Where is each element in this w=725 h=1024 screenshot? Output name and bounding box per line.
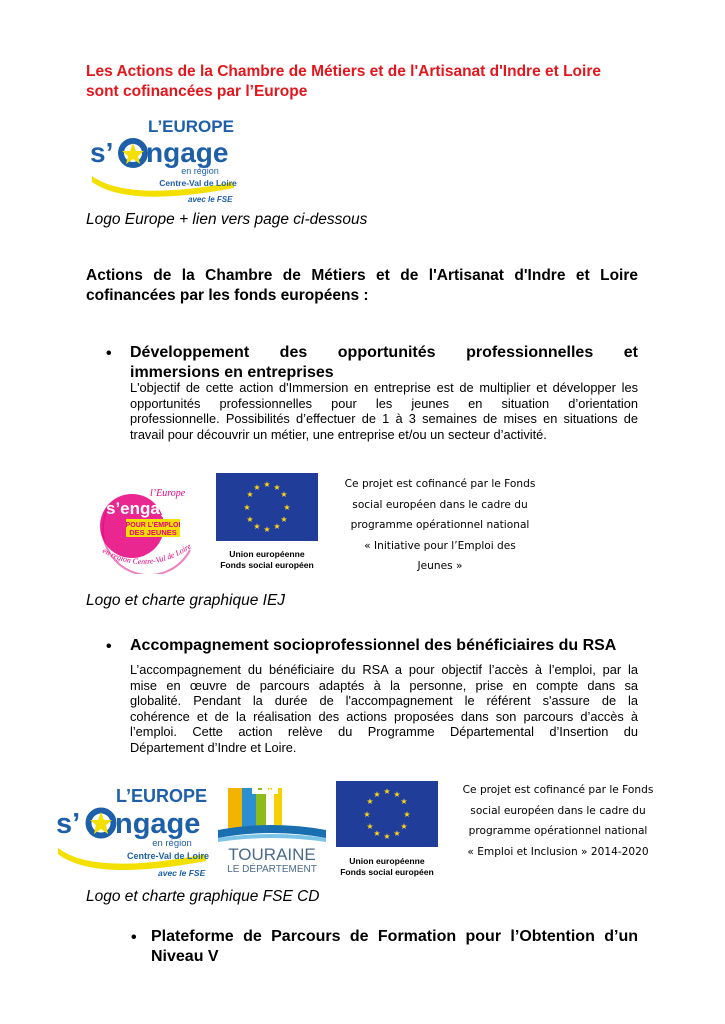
body-line: Département d’Indre et Loire. xyxy=(130,739,297,755)
cof-line: « Emploi et Inclusion » 2014-2020 xyxy=(467,845,649,858)
iej-line-5: en région Centre-Val de Loire xyxy=(101,541,193,567)
svg-text:★: ★ xyxy=(383,787,391,796)
cof-line: social européen dans le cadre du xyxy=(352,498,528,511)
caption-fse-cd: Logo et charte graphique FSE CD xyxy=(86,888,320,905)
bullet-dot: • xyxy=(106,345,112,362)
svg-text:★: ★ xyxy=(280,515,288,524)
iej-line-2: s’engage xyxy=(106,499,180,518)
svg-text:★: ★ xyxy=(400,822,408,831)
europe-sengage-logo[interactable] xyxy=(88,116,240,206)
caption-logo-europe: Logo Europe + lien vers page ci-dessous xyxy=(86,211,368,228)
title-line-2: sont cofinancées par l’Europe xyxy=(86,83,308,100)
eu-label-1: Union européenne xyxy=(229,549,305,559)
bullet-1-body xyxy=(130,380,638,442)
logo-line-europe: L’EUROPE xyxy=(148,117,234,136)
section-heading-line-2: cofinancées par les fonds européens : xyxy=(86,287,369,304)
svg-text:★: ★ xyxy=(393,829,401,838)
cof-line: social européen dans le cadre du xyxy=(470,804,646,817)
svg-text:★: ★ xyxy=(373,829,381,838)
svg-text:★: ★ xyxy=(273,522,281,531)
iej-line-3: POUR L’EMPLOI xyxy=(125,522,181,529)
logo-line-s: s’ xyxy=(90,137,114,168)
eu-flag-2 xyxy=(336,781,438,878)
bullet-dot: • xyxy=(106,638,112,655)
logo2-line-region: en région xyxy=(152,838,192,849)
body-line: opportunités professionnelles pour les jeunes en situation d’orientation xyxy=(130,395,638,411)
logo-line-fse: avec le FSE xyxy=(188,195,233,204)
logo2-line-centre: Centre-Val de Loire xyxy=(126,851,210,861)
svg-text:★: ★ xyxy=(383,832,391,841)
eu-flag-icon xyxy=(336,781,438,847)
eu-label-2: Fonds social européen xyxy=(220,560,314,570)
bullet-dot: • xyxy=(131,929,137,946)
svg-text:★: ★ xyxy=(253,522,261,531)
svg-text:★: ★ xyxy=(246,515,254,524)
logo-line-centre: Centre-Val de Loire xyxy=(159,178,237,188)
logo2-line-fse: avec le FSE xyxy=(158,868,206,878)
svg-text:★: ★ xyxy=(263,480,271,489)
cof-line: Ce projet est cofinancé par le Fonds xyxy=(344,478,536,490)
cof-line: Jeunes » xyxy=(417,560,463,572)
cofinance-text-2 xyxy=(450,780,666,862)
logo-line-ngage: ngage xyxy=(146,137,229,168)
body-line: L'objectif de cette action d'Immersion en entreprise est de multiplier et développer les xyxy=(130,380,638,395)
touraine-line-2: LE DÉPARTEMENT xyxy=(227,864,317,874)
svg-text:★: ★ xyxy=(373,790,381,799)
svg-text:★: ★ xyxy=(400,797,408,806)
logo-line-region: en région xyxy=(181,166,219,176)
bullet-3-title-line-2: Niveau V xyxy=(151,948,219,965)
svg-text:★: ★ xyxy=(403,810,411,819)
iej-line-1: l’Europe xyxy=(150,488,186,499)
bullet-2-body xyxy=(130,662,638,756)
logo2-line-ngage: ngage xyxy=(115,808,201,840)
touraine-line-1: TOURAINE xyxy=(228,845,316,864)
body-line: globalité. Pendant la durée de l'accompagnement le référent s'assure de la xyxy=(130,693,638,709)
body-line: professionnelle. Possibilités d’effectuer de 1 à 3 semaines de mises en situations de xyxy=(130,411,638,427)
svg-text:★: ★ xyxy=(366,797,374,806)
page-title xyxy=(86,62,646,102)
body-line: l’emploi. Cette action relève du Programme Départemental d’Insertion du xyxy=(130,724,638,740)
svg-text:★: ★ xyxy=(366,822,374,831)
bullet-3-title xyxy=(151,927,638,967)
bullet-3-title-line-1: Plateforme de Parcours de Formation pour l’Obtention d’un xyxy=(151,928,638,945)
europe-sengage-logo-2 xyxy=(54,784,212,880)
body-line: L’accompagnement du bénéficiaire du RSA a pour objectif l’accès à l’emploi, par la xyxy=(130,662,638,677)
eu2-label-2: Fonds social européen xyxy=(340,867,434,877)
bullet-1-title-line-2: immersions en entreprises xyxy=(130,364,334,381)
bullet-1-title-line-1: Développement des opportunités professionnelles et xyxy=(130,344,638,361)
bullet-1-title xyxy=(130,343,638,383)
svg-text:★: ★ xyxy=(283,503,291,512)
svg-text:★: ★ xyxy=(273,483,281,492)
svg-text:★: ★ xyxy=(243,503,251,512)
iej-logo xyxy=(92,478,208,574)
eu-flag-1 xyxy=(216,473,318,571)
section-heading xyxy=(86,266,638,306)
cof-line: « Initiative pour l’Emploi des xyxy=(364,539,516,552)
eu2-label-1: Union européenne xyxy=(349,856,425,866)
bullet-2-title: Accompagnement socioprofessionnel des bénéficiaires du RSA xyxy=(130,637,617,654)
svg-text:★: ★ xyxy=(280,490,288,499)
iej-line-4: DES JEUNES xyxy=(129,528,177,537)
svg-text:★: ★ xyxy=(253,483,261,492)
touraine-logo xyxy=(218,782,326,874)
cofinance-text-1 xyxy=(325,474,555,577)
svg-text:★: ★ xyxy=(246,490,254,499)
cof-line: programme opérationnel national xyxy=(350,519,530,531)
caption-iej: Logo et charte graphique IEJ xyxy=(86,592,286,609)
body-line: travail pour découvrir un métier, une entreprise et/ou un secteur d’activité. xyxy=(130,426,547,442)
logo2-line-europe: L’EUROPE xyxy=(116,786,208,806)
body-line: cohérence et de la réalisation des actions proposées dans son parcours d’accès à xyxy=(130,708,638,724)
section-heading-line-1: Actions de la Chambre de Métiers et de l'Artisanat d'Indre et Loire xyxy=(86,267,638,284)
svg-text:★: ★ xyxy=(263,525,271,534)
cof-line: programme opérationnel national xyxy=(468,825,648,837)
svg-text:★: ★ xyxy=(363,810,371,819)
title-line-1: Les Actions de la Chambre de Métiers et de l'Artisanat d'Indre et Loire xyxy=(86,63,601,80)
body-line: mise en œuvre de parcours adaptés à la personne, prise en compte dans sa xyxy=(130,677,638,693)
logo2-line-s: s’ xyxy=(56,808,81,840)
svg-text:★: ★ xyxy=(393,790,401,799)
cof-line: Ce projet est cofinancé par le Fonds xyxy=(462,784,654,796)
eu-flag-icon xyxy=(216,473,318,541)
